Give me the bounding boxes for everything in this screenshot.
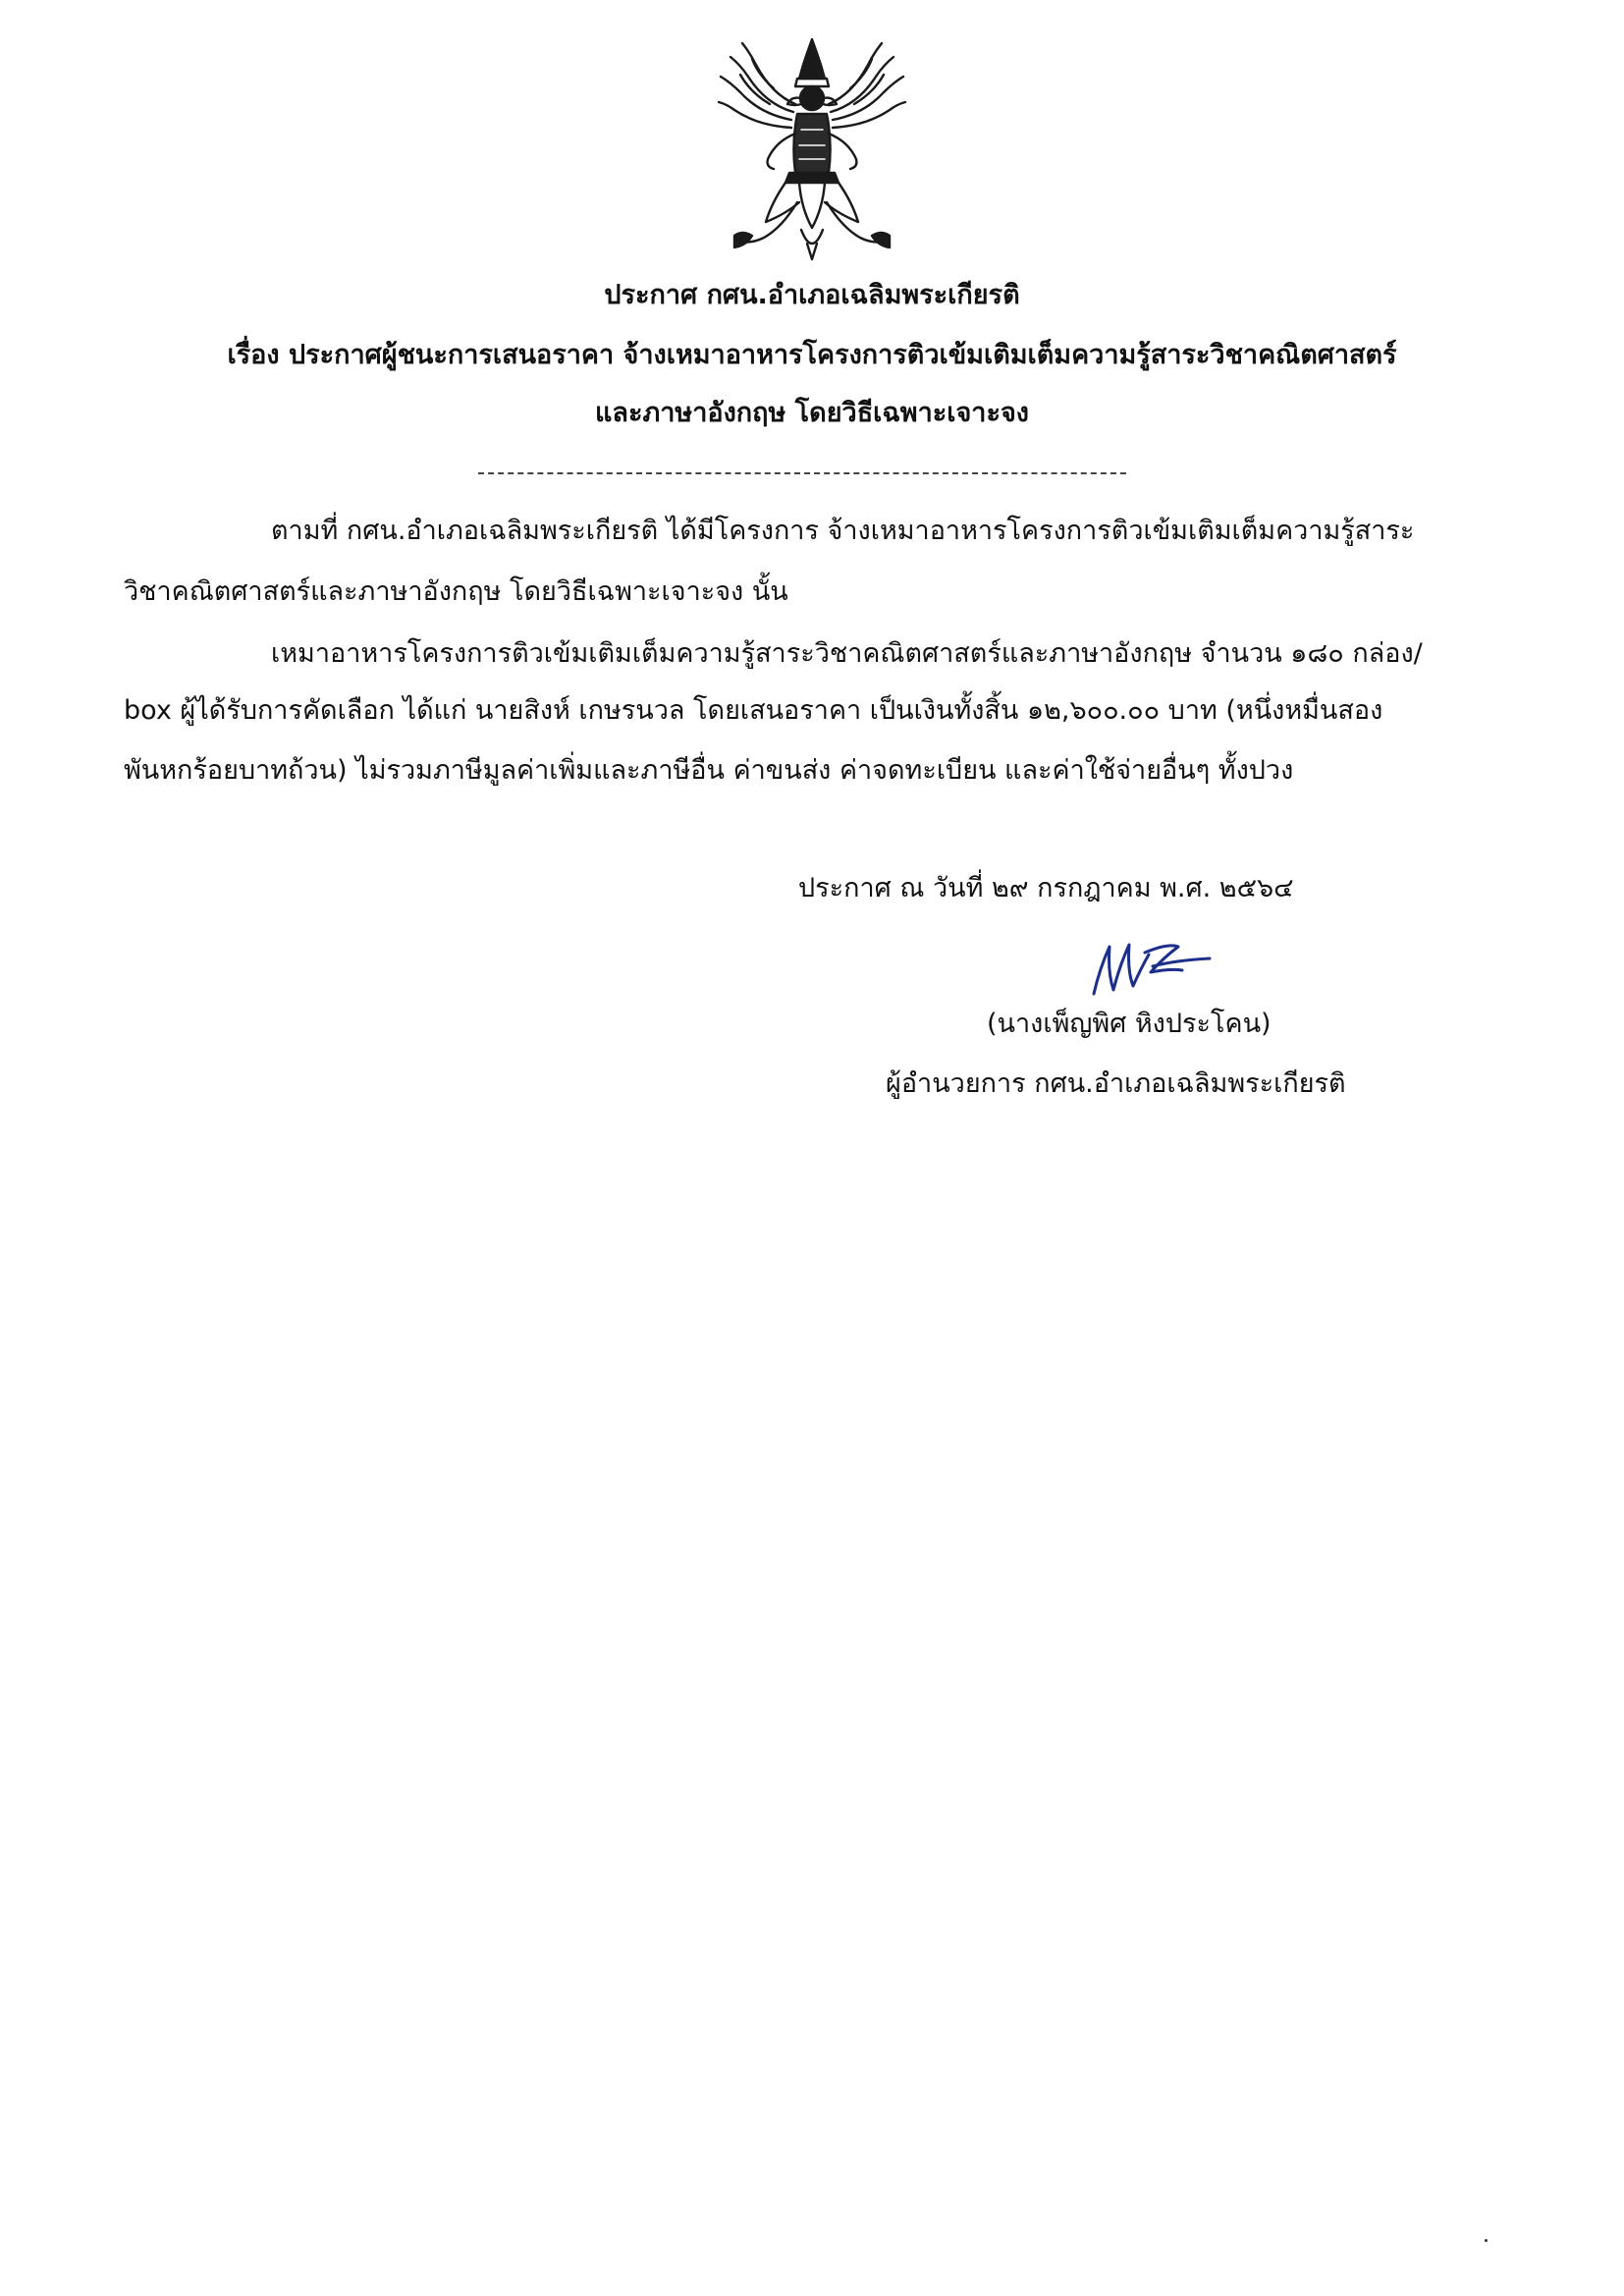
dashed-divider — [478, 472, 1126, 474]
paragraph2-line2: box ผู้ได้รับการคัดเลือก ได้แก่ นายสิงห์ เกษรนวล โดยเสนอราคา เป็นเงินทั้งสิ้น ๑๒,๖๐๐.๐๐ บาท (หนึ่งหมื่นสอง — [124, 695, 1383, 726]
paragraph2-line3: พันหกร้อยบาทถ้วน) ไม่รวมภาษีมูลค่าเพิ่มและภาษีอื่น ค่าขนส่ง ค่าจดทะเบียน และค่าใช้จ่ายอื่นๆ ทั้งปวง — [124, 755, 1294, 786]
paragraph2-line1: เหมาอาหารโครงการติวเข้มเติมเต็มความรู้สาระวิชาคณิตศาสตร์และภาษาอังกฤษ จำนวน ๑๘๐ กล่อง/ — [271, 638, 1423, 669]
garuda-emblem-icon — [713, 35, 911, 263]
signer-name: (นางเพ็ญพิศ หิงประโคน) — [987, 1009, 1272, 1039]
paragraph1-line1: ตามที่ กศน.อำเภอเฉลิมพระเกียรติ ได้มีโครงการ จ้างเหมาอาหารโครงการติวเข้มเติมเต็มความรู้สาระ — [271, 516, 1415, 546]
announcement-subject-line1: เรื่อง ประกาศผู้ชนะการเสนอราคา จ้างเหมาอาหารโครงการติวเข้มเติมเต็มความรู้สาระวิชาคณิตศาสตร์ — [227, 340, 1397, 370]
announcement-subject-line2: และภาษาอังกฤษ โดยวิธีเฉพาะเจาะจง — [595, 398, 1029, 428]
announcement-date: ประกาศ ณ วันที่ ๒๙ กรกฎาคม พ.ศ. ๒๕๖๔ — [798, 873, 1294, 903]
paragraph1-line2: วิชาคณิตศาสตร์และภาษาอังกฤษ โดยวิธีเฉพาะเจาะจง นั้น — [124, 576, 788, 607]
scan-speck — [1485, 2239, 1488, 2242]
announcement-title: ประกาศ กศน.อำเภอเฉลิมพระเกียรติ — [604, 280, 1020, 310]
signer-position: ผู้อำนวยการ กศน.อำเภอเฉลิมพระเกียรติ — [886, 1068, 1346, 1099]
handwritten-signature-icon — [1080, 933, 1218, 1004]
